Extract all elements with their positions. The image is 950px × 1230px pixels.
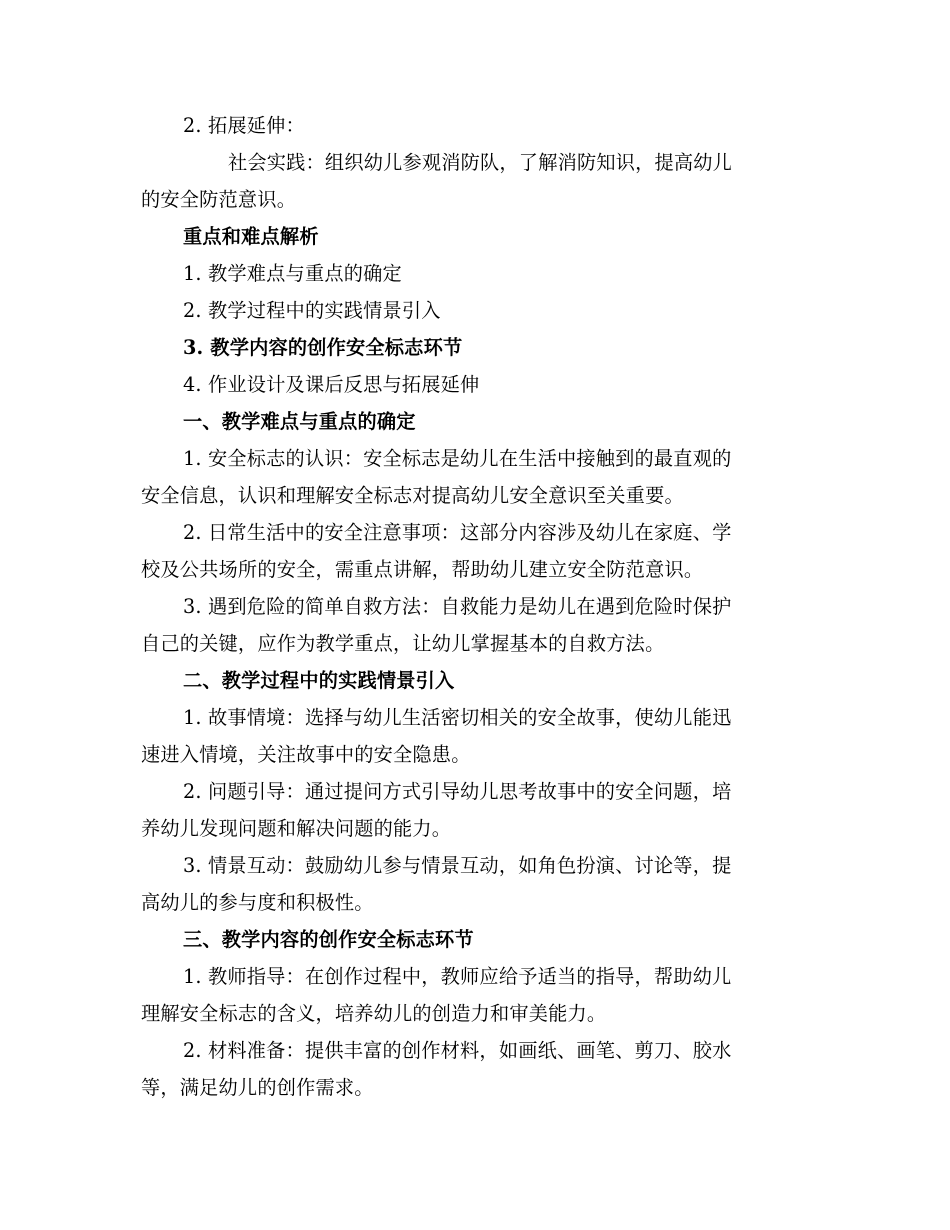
- section-heading: 二、教学过程中的实践情景引入: [183, 669, 455, 692]
- paragraph-line: 等，满足幼儿的创作需求。: [141, 1076, 374, 1099]
- paragraph-line: 2. 日常生活中的安全注意事项：这部分内容涉及幼儿在家庭、学: [183, 521, 732, 544]
- list-item: 2. 拓展延伸：: [183, 114, 305, 137]
- paragraph-line: 1. 教师指导：在创作过程中，教师应给予适当的指导，帮助幼儿: [183, 965, 732, 988]
- section-heading: 三、教学内容的创作安全标志环节: [183, 928, 474, 951]
- paragraph-line: 2. 问题引导：通过提问方式引导幼儿思考故事中的安全问题，培: [183, 780, 732, 803]
- paragraph-line: 自己的关键，应作为教学重点，让幼儿掌握基本的自救方法。: [141, 632, 665, 655]
- list-item: 4. 作业设计及课后反思与拓展延伸: [183, 373, 480, 396]
- paragraph-line: 安全信息，认识和理解安全标志对提高幼儿安全意识至关重要。: [141, 484, 684, 507]
- list-item: 1. 教学难点与重点的确定: [183, 262, 402, 285]
- paragraph-line: 理解安全标志的含义，培养幼儿的创造力和审美能力。: [141, 1002, 607, 1025]
- paragraph-line: 校及公共场所的安全，需重点讲解，帮助幼儿建立安全防范意识。: [141, 558, 704, 581]
- paragraph-line: 3. 遇到危险的简单自救方法：自救能力是幼儿在遇到危险时保护: [183, 595, 732, 618]
- paragraph-line: 的安全防范意识。: [141, 188, 297, 211]
- paragraph-line: 3. 情景互动：鼓励幼儿参与情景互动，如角色扮演、讨论等，提: [183, 854, 732, 877]
- paragraph-line: 社会实践：组织幼儿参观消防队，了解消防知识，提高幼儿: [228, 151, 733, 174]
- paragraph-line: 养幼儿发现问题和解决问题的能力。: [141, 817, 452, 840]
- paragraph-line: 1. 安全标志的认识：安全标志是幼儿在生活中接触到的最直观的: [183, 447, 732, 470]
- paragraph-line: 1. 故事情境：选择与幼儿生活密切相关的安全故事，使幼儿能迅: [183, 706, 732, 729]
- section-heading: 重点和难点解析: [183, 225, 319, 248]
- list-item: 3. 教学内容的创作安全标志环节: [183, 336, 463, 359]
- list-item: 2. 教学过程中的实践情景引入: [183, 299, 441, 322]
- paragraph-line: 高幼儿的参与度和积极性。: [141, 891, 374, 914]
- paragraph-line: 2. 材料准备：提供丰富的创作材料，如画纸、画笔、剪刀、胶水: [183, 1039, 732, 1062]
- paragraph-line: 速进入情境，关注故事中的安全隐患。: [141, 743, 471, 766]
- section-heading: 一、教学难点与重点的确定: [183, 410, 416, 433]
